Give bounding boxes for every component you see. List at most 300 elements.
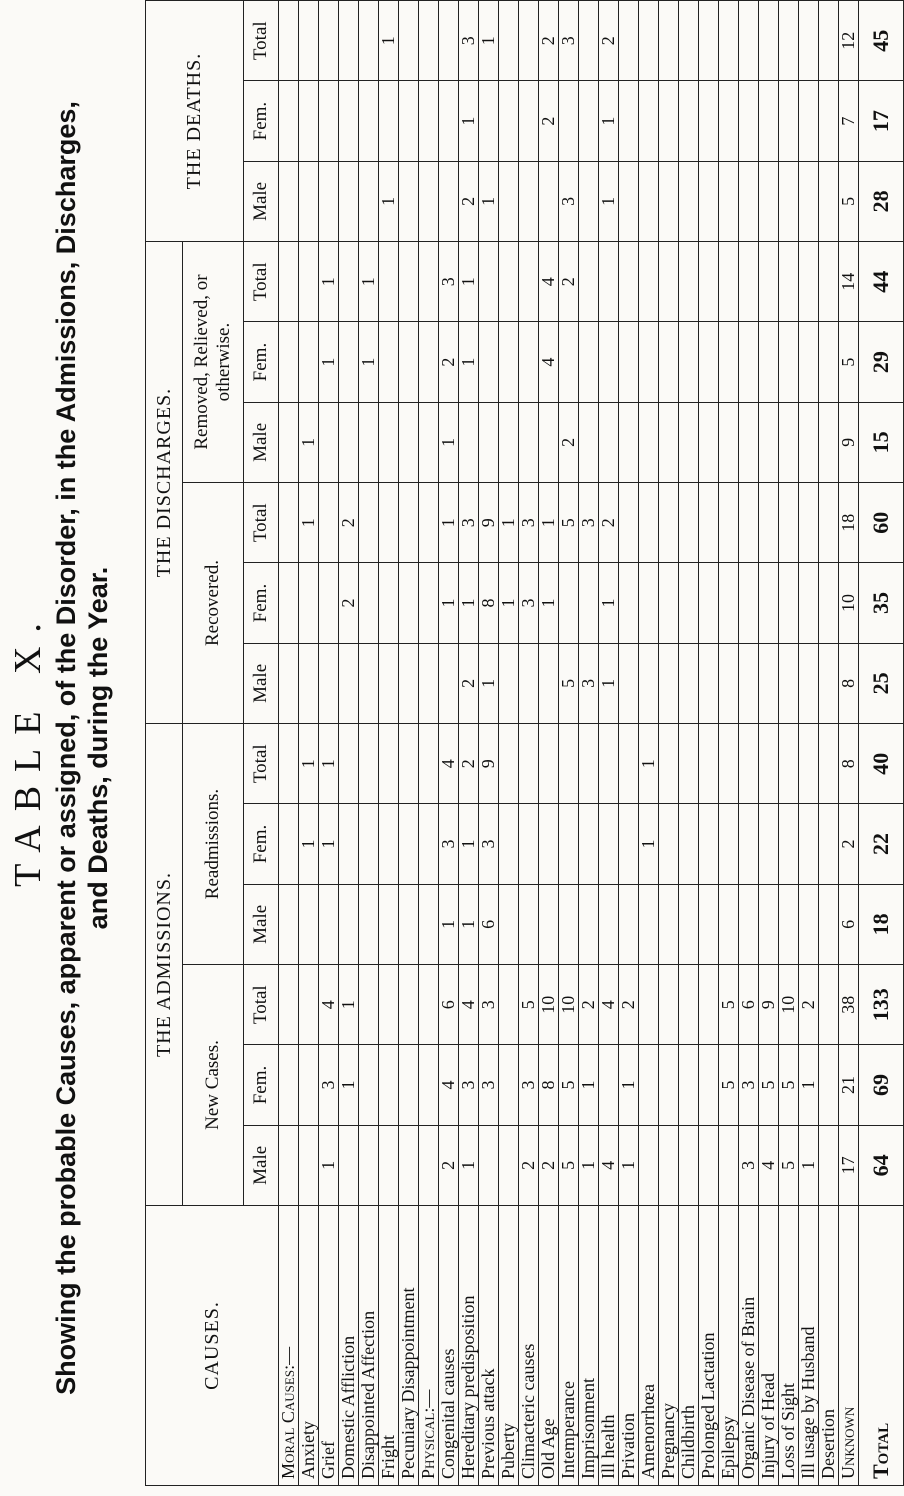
cell-removed-fem xyxy=(719,322,739,402)
cell-removed-fem xyxy=(339,322,359,402)
cell-deaths-fem xyxy=(739,81,759,161)
cell-new-cases-male: 4 xyxy=(759,1125,779,1205)
cell-recovered-male: 3 xyxy=(579,643,599,723)
cell-deaths-fem xyxy=(639,81,659,161)
cell-recovered-total xyxy=(399,483,419,563)
cell-new-cases-male xyxy=(819,1125,839,1205)
cell-removed-total xyxy=(379,242,399,322)
table-row xyxy=(519,1,539,1486)
table-row xyxy=(559,1,579,1486)
cell-deaths-male xyxy=(659,161,679,241)
cell-recovered-fem xyxy=(399,563,419,643)
cell-recovered-total: 1 xyxy=(439,483,459,563)
admissions-header: THE ADMISSIONS. xyxy=(146,724,183,1206)
cell-recovered-fem xyxy=(279,563,299,643)
cell-removed-male xyxy=(519,402,539,482)
cell-readmissions-male xyxy=(279,884,299,964)
cell-removed-male xyxy=(659,402,679,482)
cell-removed-male: 15 xyxy=(859,402,904,482)
cell-readmissions-fem xyxy=(699,804,719,884)
table-row xyxy=(419,1,439,1486)
cell-new-cases-total: 133 xyxy=(859,965,904,1045)
table-row xyxy=(479,1,499,1486)
cause-label: Congenital causes xyxy=(439,1206,459,1486)
cell-readmissions-total xyxy=(759,724,779,804)
heading-block xyxy=(0,0,140,1496)
cause-label: Anxiety xyxy=(299,1206,319,1486)
cell-deaths-total: 12 xyxy=(839,1,859,81)
subtitle-line-1: Showing the probable Causes, apparent or assigned, of the Disorder, in the Admissions, Discharges, xyxy=(51,101,81,1395)
cell-removed-male xyxy=(759,402,779,482)
deaths-header: THE DEATHS. xyxy=(146,1,244,242)
cell-deaths-fem xyxy=(319,81,339,161)
cell-deaths-fem xyxy=(659,81,679,161)
cell-new-cases-fem xyxy=(399,1045,419,1125)
table-row xyxy=(279,1,299,1486)
cell-recovered-fem xyxy=(699,563,719,643)
cell-readmissions-total: 1 xyxy=(299,724,319,804)
cell-deaths-fem xyxy=(499,81,519,161)
cell-removed-fem xyxy=(639,322,659,402)
cell-removed-fem xyxy=(419,322,439,402)
cell-deaths-total xyxy=(359,1,379,81)
cause-label: Prolonged Lactation xyxy=(699,1206,719,1486)
cell-removed-male xyxy=(619,402,639,482)
table-row xyxy=(579,1,599,1486)
cell-deaths-male: 1 xyxy=(599,161,619,241)
cause-label: Fright xyxy=(379,1206,399,1486)
cell-deaths-male xyxy=(279,161,299,241)
cell-readmissions-fem xyxy=(559,804,579,884)
causes-table xyxy=(145,0,904,1486)
cell-recovered-male: 1 xyxy=(599,643,619,723)
cell-readmissions-total xyxy=(799,724,819,804)
cell-removed-fem xyxy=(499,322,519,402)
cell-removed-fem xyxy=(779,322,799,402)
cell-new-cases-fem: 69 xyxy=(859,1045,904,1125)
cell-deaths-total xyxy=(499,1,519,81)
cell-readmissions-fem xyxy=(819,804,839,884)
cell-recovered-male xyxy=(719,643,739,723)
cell-recovered-fem xyxy=(579,563,599,643)
cell-readmissions-total xyxy=(559,724,579,804)
cell-recovered-fem xyxy=(739,563,759,643)
cell-deaths-male xyxy=(779,161,799,241)
cause-label: Intemperance xyxy=(559,1206,579,1486)
cell-deaths-male xyxy=(339,161,359,241)
cell-deaths-fem xyxy=(359,81,379,161)
cell-new-cases-fem: 3 xyxy=(519,1045,539,1125)
cell-recovered-total xyxy=(699,483,719,563)
cell-removed-male xyxy=(419,402,439,482)
cause-label: Unknown xyxy=(839,1206,859,1486)
cell-removed-total xyxy=(479,242,499,322)
cell-recovered-fem xyxy=(419,563,439,643)
cell-recovered-total xyxy=(419,483,439,563)
cell-removed-total: 3 xyxy=(439,242,459,322)
cell-new-cases-total xyxy=(659,965,679,1045)
cell-readmissions-total xyxy=(419,724,439,804)
deaths-total-column-header: Total xyxy=(244,1,279,81)
removed-header: Removed, Relieved, or otherwise. xyxy=(183,242,244,483)
cell-readmissions-total xyxy=(519,724,539,804)
cell-readmissions-total xyxy=(619,724,639,804)
cell-removed-total: 1 xyxy=(459,242,479,322)
cell-readmissions-total: 1 xyxy=(319,724,339,804)
cell-new-cases-total: 6 xyxy=(439,965,459,1045)
cell-recovered-male xyxy=(779,643,799,723)
cell-deaths-male xyxy=(799,161,819,241)
cell-readmissions-male xyxy=(619,884,639,964)
cell-deaths-fem xyxy=(699,81,719,161)
cell-readmissions-total: 9 xyxy=(479,724,499,804)
cell-deaths-total xyxy=(619,1,639,81)
cell-new-cases-fem: 21 xyxy=(839,1045,859,1125)
cell-deaths-fem xyxy=(299,81,319,161)
cell-readmissions-total xyxy=(379,724,399,804)
cell-readmissions-total xyxy=(599,724,619,804)
cell-readmissions-fem xyxy=(279,804,299,884)
table-row xyxy=(819,1,839,1486)
cell-readmissions-male: 18 xyxy=(859,884,904,964)
table-row xyxy=(739,1,759,1486)
cell-recovered-fem xyxy=(759,563,779,643)
cell-readmissions-fem xyxy=(359,804,379,884)
cell-recovered-fem xyxy=(659,563,679,643)
cell-readmissions-total xyxy=(699,724,719,804)
cell-deaths-total xyxy=(419,1,439,81)
cell-new-cases-fem xyxy=(659,1045,679,1125)
cell-recovered-fem xyxy=(299,563,319,643)
cell-new-cases-fem: 3 xyxy=(479,1045,499,1125)
cell-removed-total: 4 xyxy=(539,242,559,322)
cell-recovered-total xyxy=(359,483,379,563)
cell-deaths-male: 28 xyxy=(859,161,904,241)
cell-readmissions-male xyxy=(299,884,319,964)
cause-label: Organic Disease of Brain xyxy=(739,1206,759,1486)
table-row xyxy=(619,1,639,1486)
cell-removed-male xyxy=(319,402,339,482)
cell-readmissions-male xyxy=(639,884,659,964)
cell-removed-total xyxy=(719,242,739,322)
cell-new-cases-male xyxy=(679,1125,699,1205)
cell-new-cases-fem: 1 xyxy=(619,1045,639,1125)
cell-recovered-male: 2 xyxy=(459,643,479,723)
cell-removed-fem: 29 xyxy=(859,322,904,402)
cell-deaths-total: 3 xyxy=(559,1,579,81)
cause-label: Old Age xyxy=(539,1206,559,1486)
cell-new-cases-total: 2 xyxy=(579,965,599,1045)
cause-label: Pregnancy xyxy=(659,1206,679,1486)
cell-readmissions-male xyxy=(819,884,839,964)
cell-deaths-male: 5 xyxy=(839,161,859,241)
cell-recovered-fem: 10 xyxy=(839,563,859,643)
table-row xyxy=(659,1,679,1486)
cell-new-cases-total xyxy=(639,965,659,1045)
cell-new-cases-total: 10 xyxy=(539,965,559,1045)
cell-deaths-total xyxy=(439,1,459,81)
cause-label: Epilepsy xyxy=(719,1206,739,1486)
cell-removed-fem xyxy=(559,322,579,402)
cell-removed-fem xyxy=(619,322,639,402)
cell-new-cases-male: 2 xyxy=(439,1125,459,1205)
cell-deaths-male xyxy=(739,161,759,241)
cell-new-cases-male: 3 xyxy=(739,1125,759,1205)
cell-deaths-fem xyxy=(719,81,739,161)
cell-removed-male: 2 xyxy=(559,402,579,482)
cell-readmissions-fem: 3 xyxy=(479,804,499,884)
cell-recovered-male xyxy=(359,643,379,723)
cell-new-cases-fem: 4 xyxy=(439,1045,459,1125)
cell-removed-male xyxy=(819,402,839,482)
cell-readmissions-total xyxy=(819,724,839,804)
cell-removed-fem xyxy=(599,322,619,402)
table-title: TABLE X. xyxy=(7,609,49,887)
cell-recovered-fem xyxy=(639,563,659,643)
cell-recovered-total xyxy=(319,483,339,563)
cell-new-cases-fem xyxy=(379,1045,399,1125)
cell-recovered-fem xyxy=(559,563,579,643)
cause-label: Puberty xyxy=(499,1206,519,1486)
cell-removed-fem xyxy=(659,322,679,402)
cell-new-cases-total xyxy=(379,965,399,1045)
cell-removed-male xyxy=(779,402,799,482)
cell-new-cases-male: 1 xyxy=(579,1125,599,1205)
cause-label: Privation xyxy=(619,1206,639,1486)
cell-new-cases-total: 10 xyxy=(559,965,579,1045)
cell-new-cases-fem xyxy=(679,1045,699,1125)
cell-deaths-total xyxy=(519,1,539,81)
cell-recovered-total: 5 xyxy=(559,483,579,563)
cell-removed-total: 1 xyxy=(319,242,339,322)
cell-new-cases-fem xyxy=(359,1045,379,1125)
cell-deaths-total xyxy=(339,1,359,81)
cell-readmissions-fem xyxy=(399,804,419,884)
cause-label: Physical:— xyxy=(419,1206,439,1486)
cell-readmissions-total xyxy=(399,724,419,804)
cell-readmissions-fem xyxy=(499,804,519,884)
cell-deaths-fem xyxy=(779,81,799,161)
removed-total-column-header: Total xyxy=(244,242,279,322)
cell-recovered-male xyxy=(439,643,459,723)
cell-recovered-fem: 1 xyxy=(439,563,459,643)
cell-recovered-fem xyxy=(679,563,699,643)
cell-new-cases-male: 2 xyxy=(539,1125,559,1205)
cell-new-cases-total: 9 xyxy=(759,965,779,1045)
cell-deaths-male xyxy=(439,161,459,241)
cell-new-cases-male: 5 xyxy=(559,1125,579,1205)
cell-new-cases-fem xyxy=(699,1045,719,1125)
cell-readmissions-male xyxy=(679,884,699,964)
cell-removed-fem xyxy=(479,322,499,402)
table-row xyxy=(779,1,799,1486)
cell-readmissions-male xyxy=(739,884,759,964)
cell-recovered-male xyxy=(819,643,839,723)
cell-readmissions-fem xyxy=(339,804,359,884)
cell-deaths-fem xyxy=(559,81,579,161)
cell-new-cases-total: 4 xyxy=(459,965,479,1045)
cell-recovered-male xyxy=(539,643,559,723)
cell-readmissions-male xyxy=(659,884,679,964)
cell-readmissions-fem: 1 xyxy=(319,804,339,884)
cause-label: Imprisonment xyxy=(579,1206,599,1486)
table-row xyxy=(539,1,559,1486)
table-row xyxy=(299,1,319,1486)
new-cases-male-column-header: Male xyxy=(244,1125,279,1205)
cell-recovered-fem xyxy=(359,563,379,643)
cell-deaths-fem xyxy=(439,81,459,161)
cell-new-cases-male: 1 xyxy=(459,1125,479,1205)
table-row xyxy=(839,1,859,1486)
cell-readmissions-total xyxy=(279,724,299,804)
cause-label: Childbirth xyxy=(679,1206,699,1486)
table-row xyxy=(339,1,359,1486)
cell-readmissions-fem xyxy=(759,804,779,884)
readmissions-total-column-header: Total xyxy=(244,724,279,804)
cell-readmissions-total xyxy=(579,724,599,804)
cell-new-cases-male xyxy=(699,1125,719,1205)
cell-deaths-total: 1 xyxy=(479,1,499,81)
cell-removed-total xyxy=(739,242,759,322)
cell-new-cases-male xyxy=(299,1125,319,1205)
cell-deaths-total: 3 xyxy=(459,1,479,81)
cell-readmissions-total xyxy=(359,724,379,804)
cell-removed-total: 1 xyxy=(359,242,379,322)
cell-new-cases-fem xyxy=(639,1045,659,1125)
cell-deaths-total xyxy=(759,1,779,81)
cell-removed-male xyxy=(699,402,719,482)
cell-readmissions-fem xyxy=(679,804,699,884)
cell-new-cases-male xyxy=(359,1125,379,1205)
cell-new-cases-fem: 5 xyxy=(759,1045,779,1125)
cell-deaths-total xyxy=(279,1,299,81)
cell-readmissions-fem xyxy=(539,804,559,884)
cell-readmissions-total xyxy=(679,724,699,804)
cell-readmissions-male xyxy=(599,884,619,964)
cause-label: Desertion xyxy=(819,1206,839,1486)
cell-new-cases-male xyxy=(639,1125,659,1205)
causes-header: CAUSES. xyxy=(146,1206,279,1486)
table-row xyxy=(719,1,739,1486)
recovered-total-column-header: Total xyxy=(244,483,279,563)
cell-new-cases-fem: 5 xyxy=(559,1045,579,1125)
cell-removed-total xyxy=(599,242,619,322)
cell-new-cases-fem xyxy=(299,1045,319,1125)
table-row xyxy=(599,1,619,1486)
cell-deaths-total xyxy=(699,1,719,81)
cell-new-cases-total: 4 xyxy=(319,965,339,1045)
cell-new-cases-fem xyxy=(279,1045,299,1125)
cell-readmissions-male xyxy=(719,884,739,964)
cell-recovered-total xyxy=(799,483,819,563)
cell-deaths-fem: 17 xyxy=(859,81,904,161)
cell-new-cases-male xyxy=(659,1125,679,1205)
cell-recovered-total: 3 xyxy=(579,483,599,563)
cell-deaths-male: 1 xyxy=(379,161,399,241)
cell-deaths-total: 2 xyxy=(539,1,559,81)
cell-removed-male xyxy=(719,402,739,482)
cell-deaths-fem xyxy=(519,81,539,161)
cell-new-cases-total: 10 xyxy=(779,965,799,1045)
cell-recovered-fem: 1 xyxy=(459,563,479,643)
cause-label: Pecuniary Disappointment xyxy=(399,1206,419,1486)
table-row xyxy=(499,1,519,1486)
cell-removed-male xyxy=(579,402,599,482)
cell-removed-male xyxy=(739,402,759,482)
cell-recovered-total xyxy=(779,483,799,563)
cell-removed-male: 1 xyxy=(299,402,319,482)
cell-new-cases-fem: 1 xyxy=(799,1045,819,1125)
cell-deaths-total xyxy=(739,1,759,81)
cell-readmissions-total xyxy=(739,724,759,804)
cell-removed-male xyxy=(499,402,519,482)
cell-removed-total: 2 xyxy=(559,242,579,322)
cell-deaths-male xyxy=(699,161,719,241)
cell-readmissions-fem: 1 xyxy=(299,804,319,884)
cell-readmissions-fem xyxy=(659,804,679,884)
cell-recovered-male xyxy=(679,643,699,723)
cell-deaths-male xyxy=(519,161,539,241)
cell-removed-total xyxy=(519,242,539,322)
cell-deaths-fem xyxy=(619,81,639,161)
cell-recovered-male xyxy=(279,643,299,723)
cell-deaths-total xyxy=(679,1,699,81)
cell-recovered-total xyxy=(719,483,739,563)
cell-recovered-total xyxy=(739,483,759,563)
cell-readmissions-total xyxy=(719,724,739,804)
cell-deaths-male xyxy=(679,161,699,241)
cause-label: Climacteric causes xyxy=(519,1206,539,1486)
cell-new-cases-male xyxy=(399,1125,419,1205)
cell-removed-fem xyxy=(519,322,539,402)
cell-recovered-fem xyxy=(819,563,839,643)
cell-deaths-male xyxy=(619,161,639,241)
cell-deaths-total: 45 xyxy=(859,1,904,81)
cell-readmissions-male xyxy=(499,884,519,964)
cell-new-cases-male: 64 xyxy=(859,1125,904,1205)
cell-removed-total xyxy=(499,242,519,322)
cell-readmissions-total: 1 xyxy=(639,724,659,804)
cell-deaths-total xyxy=(319,1,339,81)
cell-new-cases-male xyxy=(719,1125,739,1205)
cell-new-cases-total xyxy=(819,965,839,1045)
cell-readmissions-male: 1 xyxy=(439,884,459,964)
cell-removed-fem xyxy=(699,322,719,402)
cell-removed-male xyxy=(379,402,399,482)
cell-removed-total xyxy=(679,242,699,322)
cell-removed-fem xyxy=(399,322,419,402)
cell-new-cases-male: 1 xyxy=(619,1125,639,1205)
cell-new-cases-male xyxy=(279,1125,299,1205)
cell-removed-fem xyxy=(299,322,319,402)
cell-new-cases-fem: 3 xyxy=(319,1045,339,1125)
cell-recovered-fem: 1 xyxy=(499,563,519,643)
cell-deaths-male: 3 xyxy=(559,161,579,241)
cell-recovered-fem xyxy=(799,563,819,643)
cell-readmissions-male xyxy=(579,884,599,964)
cell-recovered-total xyxy=(759,483,779,563)
cell-readmissions-fem: 2 xyxy=(839,804,859,884)
cell-new-cases-fem: 5 xyxy=(779,1045,799,1125)
cell-deaths-male xyxy=(319,161,339,241)
cell-removed-fem xyxy=(279,322,299,402)
cell-deaths-fem xyxy=(759,81,779,161)
cell-removed-fem: 4 xyxy=(539,322,559,402)
cell-deaths-total: 2 xyxy=(599,1,619,81)
cell-deaths-total xyxy=(659,1,679,81)
cell-deaths-male: 1 xyxy=(479,161,499,241)
cell-recovered-male xyxy=(519,643,539,723)
